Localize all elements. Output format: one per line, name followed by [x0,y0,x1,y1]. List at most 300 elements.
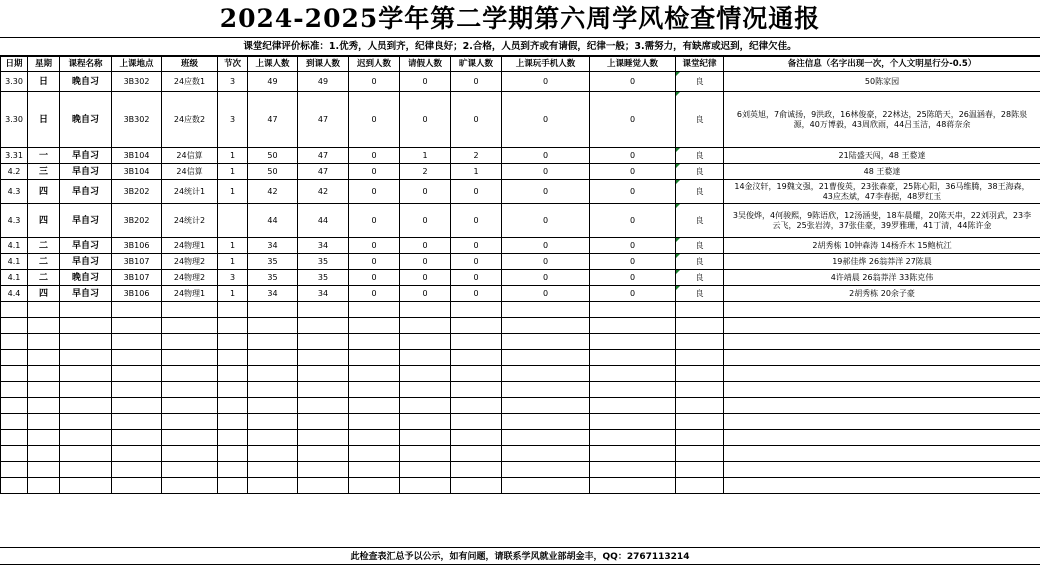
empty-cell[interactable] [218,302,248,318]
empty-cell[interactable] [298,462,349,478]
cell-phone[interactable]: 0 [502,254,590,270]
empty-cell[interactable] [676,334,724,350]
cell-room[interactable]: 3B302 [112,92,162,148]
empty-cell[interactable] [112,446,162,462]
cell-period[interactable]: 1 [218,286,248,302]
cell-date[interactable]: 3.31 [1,148,28,164]
cell-weekday[interactable]: 日 [28,72,60,92]
empty-cell[interactable] [724,414,1040,430]
cell-discipline[interactable]: 良 [676,238,724,254]
header-cell[interactable]: 上课玩手机人数 [502,57,590,72]
cell-period[interactable]: 1 [218,238,248,254]
cell-present[interactable]: 34 [298,238,349,254]
cell-sleep[interactable]: 0 [590,180,676,204]
empty-cell[interactable] [60,366,112,382]
empty-cell[interactable] [298,478,349,494]
cell-discipline[interactable]: 良 [676,92,724,148]
cell-note[interactable]: 48 王婺達 [724,164,1040,180]
cell-weekday[interactable]: 一 [28,148,60,164]
cell-course[interactable]: 早自习 [60,286,112,302]
empty-cell[interactable] [218,350,248,366]
empty-cell[interactable] [400,302,451,318]
cell-absent[interactable]: 0 [451,204,502,238]
cell-note[interactable]: 21陆盛天闯，48 王婺達 [724,148,1040,164]
cell-present[interactable]: 47 [298,148,349,164]
cell-absent[interactable]: 0 [451,270,502,286]
cell-room[interactable]: 3B106 [112,286,162,302]
empty-cell[interactable] [1,446,28,462]
cell-weekday[interactable]: 四 [28,204,60,238]
empty-cell[interactable] [451,366,502,382]
cell-weekday[interactable]: 日 [28,92,60,148]
empty-cell[interactable] [349,334,400,350]
cell-class[interactable]: 24统计2 [162,204,218,238]
empty-cell[interactable] [60,318,112,334]
cell-sleep[interactable]: 0 [590,254,676,270]
empty-cell[interactable] [349,318,400,334]
empty-cell[interactable] [502,414,590,430]
cell-enrolled[interactable]: 34 [248,286,298,302]
empty-cell[interactable] [400,398,451,414]
empty-cell[interactable] [162,382,218,398]
empty-cell[interactable] [1,366,28,382]
empty-cell[interactable] [676,414,724,430]
empty-cell[interactable] [676,398,724,414]
cell-period[interactable]: 1 [218,148,248,164]
empty-cell[interactable] [248,318,298,334]
empty-cell[interactable] [248,462,298,478]
empty-cell[interactable] [724,462,1040,478]
cell-phone[interactable]: 0 [502,286,590,302]
empty-cell[interactable] [451,350,502,366]
empty-cell[interactable] [451,382,502,398]
empty-cell[interactable] [349,446,400,462]
cell-sleep[interactable]: 0 [590,286,676,302]
empty-cell[interactable] [298,366,349,382]
empty-cell[interactable] [400,318,451,334]
empty-cell[interactable] [60,446,112,462]
cell-late[interactable]: 0 [349,148,400,164]
empty-cell[interactable] [724,302,1040,318]
cell-period[interactable]: 3 [218,72,248,92]
empty-cell[interactable] [1,462,28,478]
cell-phone[interactable]: 0 [502,164,590,180]
cell-absent[interactable]: 0 [451,254,502,270]
cell-phone[interactable]: 0 [502,270,590,286]
empty-cell[interactable] [298,446,349,462]
cell-weekday[interactable]: 四 [28,180,60,204]
cell-course[interactable]: 早自习 [60,254,112,270]
cell-absent[interactable]: 0 [451,180,502,204]
cell-date[interactable]: 4.4 [1,286,28,302]
cell-date[interactable]: 3.30 [1,72,28,92]
cell-present[interactable]: 49 [298,72,349,92]
empty-cell[interactable] [112,398,162,414]
cell-sleep[interactable]: 0 [590,204,676,238]
cell-course[interactable]: 早自习 [60,180,112,204]
empty-cell[interactable] [298,302,349,318]
cell-period[interactable]: 1 [218,164,248,180]
cell-note[interactable]: 2胡秀栋 20余子豪 [724,286,1040,302]
cell-leave[interactable]: 0 [400,72,451,92]
empty-cell[interactable] [676,366,724,382]
empty-cell[interactable] [112,462,162,478]
empty-cell[interactable] [400,414,451,430]
empty-cell[interactable] [60,414,112,430]
cell-date[interactable]: 4.1 [1,270,28,286]
cell-phone[interactable]: 0 [502,92,590,148]
empty-cell[interactable] [349,462,400,478]
cell-note[interactable]: 2胡秀栋 10钟森涛 14杨乔木 15鲍杭江 [724,238,1040,254]
cell-note[interactable]: 19郝佳烨 26翁莽洋 27陈晨 [724,254,1040,270]
empty-cell[interactable] [451,462,502,478]
cell-late[interactable]: 0 [349,92,400,148]
cell-enrolled[interactable]: 49 [248,72,298,92]
empty-cell[interactable] [451,446,502,462]
cell-course[interactable]: 早自习 [60,238,112,254]
empty-cell[interactable] [590,334,676,350]
cell-late[interactable]: 0 [349,270,400,286]
empty-cell[interactable] [112,350,162,366]
cell-discipline[interactable]: 良 [676,254,724,270]
empty-cell[interactable] [298,414,349,430]
cell-leave[interactable]: 0 [400,238,451,254]
cell-late[interactable]: 0 [349,164,400,180]
empty-cell[interactable] [400,446,451,462]
cell-phone[interactable]: 0 [502,180,590,204]
cell-present[interactable]: 35 [298,270,349,286]
empty-cell[interactable] [60,478,112,494]
empty-cell[interactable] [218,398,248,414]
empty-cell[interactable] [400,350,451,366]
header-cell[interactable]: 课堂纪律 [676,57,724,72]
empty-cell[interactable] [112,366,162,382]
cell-enrolled[interactable]: 34 [248,238,298,254]
empty-cell[interactable] [502,382,590,398]
cell-leave[interactable]: 1 [400,148,451,164]
cell-note[interactable]: 14金汶轩，19魏文强，21曹俊英，23张森豪，25陈心阳，36马维腾，38王海森，43应杰斌，47李春据，48罗红玉 [724,180,1040,204]
empty-cell[interactable] [349,382,400,398]
empty-cell[interactable] [590,430,676,446]
cell-phone[interactable]: 0 [502,72,590,92]
cell-enrolled[interactable]: 50 [248,164,298,180]
empty-cell[interactable] [60,430,112,446]
empty-cell[interactable] [1,382,28,398]
empty-cell[interactable] [400,430,451,446]
empty-cell[interactable] [248,302,298,318]
cell-period[interactable]: 1 [218,180,248,204]
empty-cell[interactable] [248,414,298,430]
empty-cell[interactable] [60,302,112,318]
empty-cell[interactable] [28,398,60,414]
cell-room[interactable]: 3B107 [112,254,162,270]
empty-cell[interactable] [248,430,298,446]
empty-cell[interactable] [451,430,502,446]
empty-cell[interactable] [676,350,724,366]
empty-cell[interactable] [590,382,676,398]
empty-cell[interactable] [502,478,590,494]
empty-cell[interactable] [502,430,590,446]
empty-cell[interactable] [162,398,218,414]
empty-cell[interactable] [298,334,349,350]
empty-cell[interactable] [590,446,676,462]
empty-cell[interactable] [162,334,218,350]
empty-cell[interactable] [724,478,1040,494]
cell-discipline[interactable]: 良 [676,204,724,238]
empty-cell[interactable] [162,414,218,430]
empty-cell[interactable] [400,478,451,494]
header-cell[interactable]: 上课地点 [112,57,162,72]
empty-cell[interactable] [218,414,248,430]
empty-cell[interactable] [724,398,1040,414]
cell-weekday[interactable]: 三 [28,164,60,180]
empty-cell[interactable] [400,366,451,382]
header-cell[interactable]: 迟到人数 [349,57,400,72]
empty-cell[interactable] [298,318,349,334]
cell-present[interactable]: 47 [298,92,349,148]
empty-cell[interactable] [298,430,349,446]
empty-cell[interactable] [1,478,28,494]
header-cell[interactable]: 课程名称 [60,57,112,72]
cell-course[interactable]: 早自习 [60,204,112,238]
empty-cell[interactable] [248,446,298,462]
cell-absent[interactable]: 1 [451,164,502,180]
header-cell[interactable]: 请假人数 [400,57,451,72]
cell-room[interactable]: 3B107 [112,270,162,286]
cell-leave[interactable]: 0 [400,204,451,238]
cell-present[interactable]: 44 [298,204,349,238]
empty-cell[interactable] [248,350,298,366]
cell-period[interactable]: 1 [218,254,248,270]
empty-cell[interactable] [676,430,724,446]
empty-cell[interactable] [28,430,60,446]
empty-cell[interactable] [400,462,451,478]
empty-cell[interactable] [451,414,502,430]
empty-cell[interactable] [1,430,28,446]
cell-note[interactable]: 3吴俊烨，4何骏熙，9陈语欣，12汤涵斐，18车晨耀，20陈天串，22刘羽武，23李云飞，25张岩涛，37张佳豪，39罗雅珊，41丁清，44陈许金 [724,204,1040,238]
empty-cell[interactable] [349,366,400,382]
empty-cell[interactable] [218,334,248,350]
cell-period[interactable]: 3 [218,270,248,286]
empty-cell[interactable] [298,350,349,366]
empty-cell[interactable] [162,350,218,366]
cell-weekday[interactable]: 二 [28,270,60,286]
cell-note[interactable]: 6刘英旭，7俞诚扬，9洪政，16林俊豪，22林达，25陈皓天，26温涵春，28陈泉源，40万博毅，43周欣雨，44吕玉洁，48蒋奈余 [724,92,1040,148]
cell-date[interactable]: 4.1 [1,254,28,270]
cell-enrolled[interactable]: 35 [248,254,298,270]
cell-course[interactable]: 早自习 [60,164,112,180]
empty-cell[interactable] [451,478,502,494]
empty-cell[interactable] [28,334,60,350]
empty-cell[interactable] [162,446,218,462]
cell-sleep[interactable]: 0 [590,238,676,254]
empty-cell[interactable] [590,462,676,478]
empty-cell[interactable] [28,414,60,430]
empty-cell[interactable] [162,302,218,318]
cell-weekday[interactable]: 二 [28,254,60,270]
cell-course[interactable]: 晚自习 [60,270,112,286]
empty-cell[interactable] [724,334,1040,350]
cell-class[interactable]: 24物理1 [162,238,218,254]
cell-date[interactable]: 4.3 [1,204,28,238]
empty-cell[interactable] [451,318,502,334]
empty-cell[interactable] [590,414,676,430]
empty-cell[interactable] [162,478,218,494]
cell-class[interactable]: 24信算 [162,148,218,164]
empty-cell[interactable] [28,350,60,366]
empty-cell[interactable] [112,382,162,398]
empty-cell[interactable] [349,414,400,430]
empty-cell[interactable] [676,302,724,318]
empty-cell[interactable] [162,462,218,478]
empty-cell[interactable] [60,334,112,350]
cell-phone[interactable]: 0 [502,238,590,254]
cell-discipline[interactable]: 良 [676,148,724,164]
empty-cell[interactable] [162,318,218,334]
cell-leave[interactable]: 2 [400,164,451,180]
empty-cell[interactable] [28,446,60,462]
cell-room[interactable]: 3B202 [112,180,162,204]
cell-late[interactable]: 0 [349,72,400,92]
cell-date[interactable]: 3.30 [1,92,28,148]
header-cell[interactable]: 班级 [162,57,218,72]
cell-note[interactable]: 50陈家园 [724,72,1040,92]
empty-cell[interactable] [724,446,1040,462]
cell-date[interactable]: 4.3 [1,180,28,204]
cell-present[interactable]: 35 [298,254,349,270]
empty-cell[interactable] [676,478,724,494]
empty-cell[interactable] [400,334,451,350]
cell-class[interactable]: 24物理1 [162,286,218,302]
cell-class[interactable]: 24物理2 [162,254,218,270]
empty-cell[interactable] [28,382,60,398]
empty-cell[interactable] [590,478,676,494]
cell-late[interactable]: 0 [349,254,400,270]
empty-cell[interactable] [349,302,400,318]
cell-sleep[interactable]: 0 [590,148,676,164]
empty-cell[interactable] [676,446,724,462]
empty-cell[interactable] [112,318,162,334]
empty-cell[interactable] [112,430,162,446]
empty-cell[interactable] [298,398,349,414]
empty-cell[interactable] [502,302,590,318]
empty-cell[interactable] [502,350,590,366]
cell-class[interactable]: 24统计1 [162,180,218,204]
cell-leave[interactable]: 0 [400,270,451,286]
empty-cell[interactable] [724,382,1040,398]
cell-weekday[interactable]: 四 [28,286,60,302]
cell-date[interactable]: 4.2 [1,164,28,180]
empty-cell[interactable] [502,334,590,350]
empty-cell[interactable] [218,430,248,446]
empty-cell[interactable] [1,398,28,414]
cell-course[interactable]: 晚自习 [60,72,112,92]
cell-enrolled[interactable]: 35 [248,270,298,286]
cell-room[interactable]: 3B106 [112,238,162,254]
cell-room[interactable]: 3B202 [112,204,162,238]
empty-cell[interactable] [298,382,349,398]
cell-absent[interactable]: 2 [451,148,502,164]
empty-cell[interactable] [590,318,676,334]
empty-cell[interactable] [451,398,502,414]
empty-cell[interactable] [676,462,724,478]
cell-course[interactable]: 晚自习 [60,92,112,148]
cell-period[interactable]: 3 [218,92,248,148]
empty-cell[interactable] [1,350,28,366]
cell-sleep[interactable]: 0 [590,270,676,286]
cell-room[interactable]: 3B104 [112,148,162,164]
header-cell[interactable]: 到课人数 [298,57,349,72]
empty-cell[interactable] [451,334,502,350]
cell-discipline[interactable]: 良 [676,164,724,180]
cell-room[interactable]: 3B302 [112,72,162,92]
empty-cell[interactable] [676,318,724,334]
cell-course[interactable]: 早自习 [60,148,112,164]
empty-cell[interactable] [248,366,298,382]
empty-cell[interactable] [218,318,248,334]
cell-absent[interactable]: 0 [451,286,502,302]
empty-cell[interactable] [590,366,676,382]
cell-note[interactable]: 4许靖晨 26翁莽洋 33陈克伟 [724,270,1040,286]
cell-leave[interactable]: 0 [400,92,451,148]
header-cell[interactable]: 备注信息（名字出现一次，个人文明星行分-0.5） [724,57,1040,72]
empty-cell[interactable] [724,430,1040,446]
empty-cell[interactable] [248,478,298,494]
empty-cell[interactable] [28,366,60,382]
cell-absent[interactable]: 0 [451,238,502,254]
empty-cell[interactable] [676,382,724,398]
cell-present[interactable]: 47 [298,164,349,180]
empty-cell[interactable] [400,382,451,398]
empty-cell[interactable] [502,462,590,478]
empty-cell[interactable] [590,302,676,318]
empty-cell[interactable] [349,430,400,446]
empty-cell[interactable] [1,318,28,334]
header-cell[interactable]: 日期 [1,57,28,72]
empty-cell[interactable] [349,478,400,494]
cell-present[interactable]: 42 [298,180,349,204]
cell-class[interactable]: 24物理2 [162,270,218,286]
empty-cell[interactable] [112,334,162,350]
cell-enrolled[interactable]: 47 [248,92,298,148]
empty-cell[interactable] [60,350,112,366]
cell-leave[interactable]: 0 [400,254,451,270]
cell-sleep[interactable]: 0 [590,92,676,148]
cell-class[interactable]: 24应数2 [162,92,218,148]
header-cell[interactable]: 星期 [28,57,60,72]
empty-cell[interactable] [349,350,400,366]
cell-leave[interactable]: 0 [400,180,451,204]
cell-room[interactable]: 3B104 [112,164,162,180]
empty-cell[interactable] [60,382,112,398]
empty-cell[interactable] [248,334,298,350]
empty-cell[interactable] [724,318,1040,334]
empty-cell[interactable] [590,350,676,366]
cell-enrolled[interactable]: 44 [248,204,298,238]
empty-cell[interactable] [1,334,28,350]
cell-absent[interactable]: 0 [451,92,502,148]
cell-late[interactable]: 0 [349,238,400,254]
empty-cell[interactable] [590,398,676,414]
header-cell[interactable]: 上课睡觉人数 [590,57,676,72]
cell-late[interactable]: 0 [349,286,400,302]
cell-phone[interactable]: 0 [502,148,590,164]
empty-cell[interactable] [218,446,248,462]
empty-cell[interactable] [502,446,590,462]
empty-cell[interactable] [112,478,162,494]
empty-cell[interactable] [162,366,218,382]
empty-cell[interactable] [451,302,502,318]
